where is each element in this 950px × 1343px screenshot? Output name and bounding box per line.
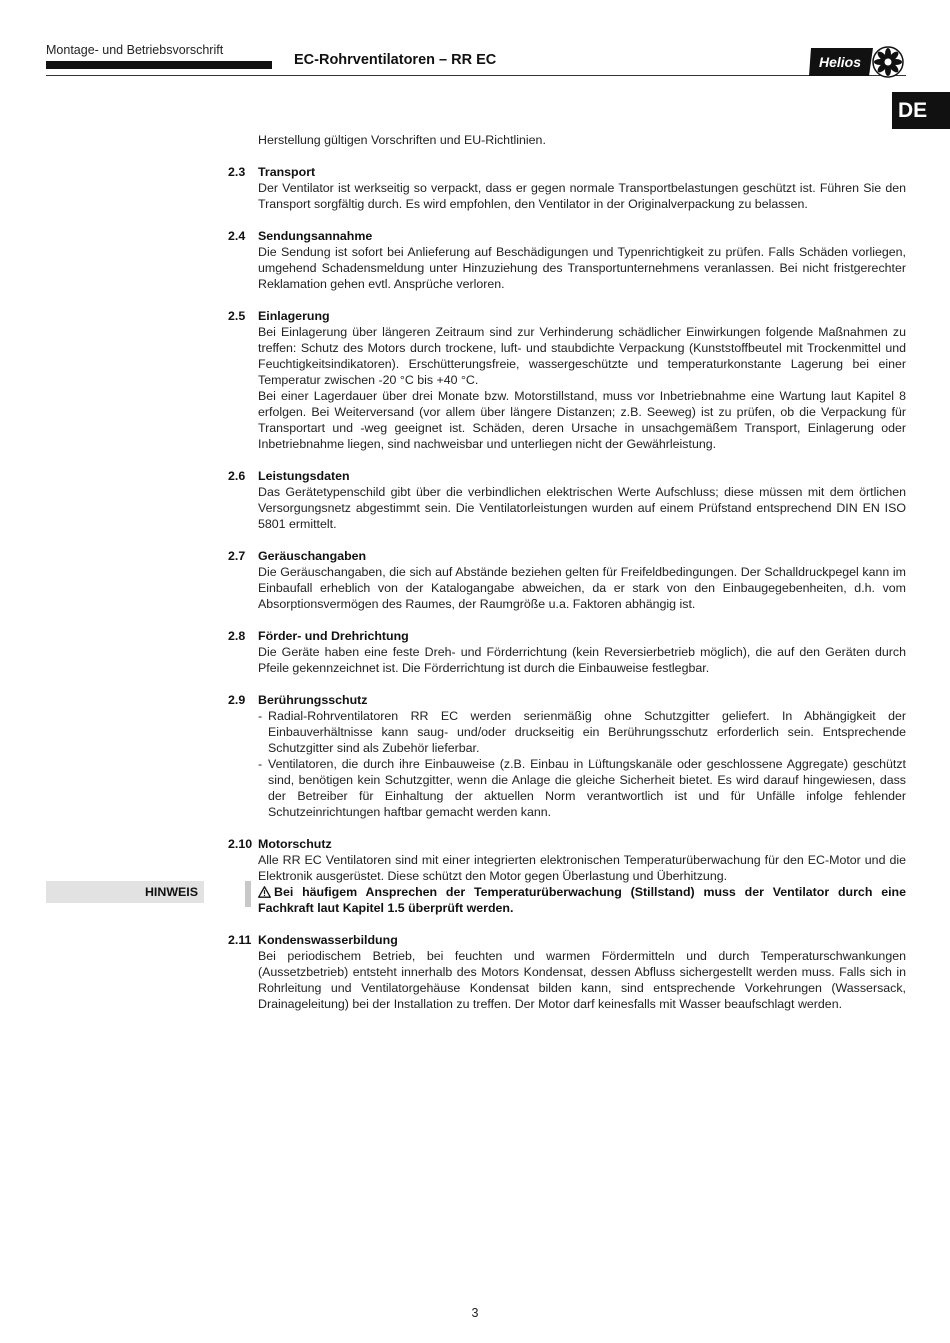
section-number: 2.3	[228, 165, 246, 179]
section-title: Förder- und Drehrichtung	[258, 629, 409, 643]
section-beruehrungsschutz	[228, 692, 906, 820]
language-tab: DE	[892, 92, 950, 129]
page-number: 3	[471, 1306, 479, 1320]
section-number: 2.10	[228, 837, 253, 851]
section-number: 2.7	[228, 549, 246, 563]
document-body	[228, 132, 906, 1012]
hinweis-note	[228, 884, 906, 916]
section-title: Sendungsannahme	[258, 229, 373, 243]
section-heading	[228, 308, 906, 324]
section-text: Die Geräuschangaben, die sich auf Abstände beziehen gelten für Freifeldbedingungen. Der Schalldruckpegel kann im Einbaufall erheblich von der Katalogangabe abweichen, da er stark von den Einbaugegebenheiten, d.h. vom Absorptionsvermögen des Raumes, der Raumgröße u.a. Faktoren abhängig ist.	[258, 565, 906, 611]
section-number: 2.11	[228, 933, 252, 947]
section-heading	[228, 692, 906, 708]
logo-text: Helios	[818, 54, 862, 70]
list-item	[258, 708, 906, 756]
section-title: Transport	[258, 165, 316, 179]
document-type-label: Montage- und Betriebsvorschrift	[46, 43, 224, 57]
section-heading	[228, 836, 906, 852]
section-number: 2.4	[228, 229, 246, 243]
section-title: Einlagerung	[258, 309, 330, 323]
section-geraeuschangaben	[228, 548, 906, 612]
section-number: 2.6	[228, 469, 246, 483]
product-title: EC-Rohrventilatoren – RR EC	[294, 52, 497, 68]
section-heading	[228, 628, 906, 644]
section-title: Leistungsdaten	[258, 469, 350, 483]
section-text: Alle RR EC Ventilatoren sind mit einer integrierten elektronischen Temperaturüberwachung für den EC-Motor und die Elektronik ausgerüstet. Diese schützt den Motor gegen Überlastung und Überhitzung.	[258, 853, 906, 883]
section-text: Bei periodischem Betrieb, bei feuchten und warmen Fördermitteln und durch Temperaturschwankungen (Aussetzbetrieb) entsteht innerhalb des Motors Kondensat, dessen Abfluss sichergestellt werden muss. Falls sich in Rohrleitung und Ventilatorgehäuse Kondensat bilden kann, sind entsprechende Vorkehrungen (Wassersack, Drainageleitung) bei der Installation zu treffen. Der Motor darf keinesfalls mit Wasser beaufschlagt werden.	[258, 949, 906, 1011]
hinweis-label: HINWEIS	[46, 881, 204, 903]
section-text: Der Ventilator ist werkseitig so verpackt, dass er gegen normale Transportbelastungen geschützt ist. Führen Sie den Transport sorgfältig durch. Es wird empfohlen, den Ventilator in der Originalverpackung zu belassen.	[258, 181, 906, 211]
intro-text: Herstellung gültigen Vorschriften und EU-Richtlinien.	[258, 133, 546, 147]
section-foerderrichtung	[228, 628, 906, 676]
list-item	[258, 756, 906, 820]
section-title: Berührungsschutz	[258, 693, 368, 707]
warning-icon	[258, 886, 271, 898]
list-item-text: Ventilatoren, die durch ihre Einbauweise (z.B. Einbau in Lüftungskanäle oder geschlossene Aggregate) geschützt sind, benötigen kein Schutzgitter, wenn die Anlage die gleiche Sicherheit bietet. Es wird darauf hingewiesen, dass der Betreiber für Einhaltung der aktuellen Norm verantwortlich ist und für Unfälle infolge fehlender Schutzeinrichtungen haftbar gemacht werden kann.	[268, 757, 906, 819]
section-number: 2.5	[228, 309, 246, 323]
section-text: Bei einer Lagerdauer über drei Monate bzw. Motorstillstand, muss vor Inbetriebnahme eine Wartung laut Kapitel 8 erfolgen. Bei Weiterversand (vor allem über längere Distanzen; z.B. Seeweg) ist zu prüfen, ob die Verpackung für Transportart und -weg geeignet ist. Schäden, deren Ursache in unsachgemäßem Transport, Einlagerung oder Inbetriebnahme liegen, sind nachweisbar und unterliegen nicht der Gewährleistung.	[258, 389, 906, 451]
list-item-text: Radial-Rohrventilatoren RR EC werden serienmäßig ohne Schutzgitter geliefert. In Abhängigkeit der Einbauverhältnisse kann saug- und/oder druckseitig ein Berührungsschutz erforderlich sein. Entsprechende Schutzgitter sind als Zubehör lieferbar.	[268, 709, 906, 755]
section-title: Motorschutz	[258, 837, 332, 851]
section-text: Das Gerätetypenschild gibt über die verbindlichen elektrischen Werte Aufschluss; diese müssen mit dem örtlichen Versorgungsnetz abgestimmt sein. Die Ventilatorleistungen wurden auf einem Prüfstand entsprechend DIN EN ISO 5801 ermittelt.	[258, 485, 906, 531]
section-heading	[228, 548, 906, 564]
section-kondenswasser	[228, 932, 906, 1012]
section-heading	[228, 228, 906, 244]
header-bar	[46, 61, 272, 69]
section-transport	[228, 164, 906, 212]
section-text: Die Geräte haben eine feste Dreh- und Förderrichtung (kein Reversierbetrieb möglich), die auf den Geräten durch Pfeile gekennzeichnet ist. Die Förderrichtung ist durch die Einbauweise festlegbar.	[258, 645, 906, 675]
bullet-list	[228, 708, 906, 820]
section-number: 2.9	[228, 693, 246, 707]
section-title: Kondenswasserbildung	[258, 933, 398, 947]
section-einlagerung	[228, 308, 906, 452]
section-title: Geräuschangaben	[258, 549, 367, 563]
section-sendungsannahme	[228, 228, 906, 292]
helios-logo	[807, 45, 904, 79]
header-rule	[46, 75, 906, 76]
section-number: 2.8	[228, 629, 246, 643]
section-heading	[228, 468, 906, 484]
section-text: Bei Einlagerung über längeren Zeitraum sind zur Verhinderung schädlicher Einwirkungen folgende Maßnahmen zu treffen: Schutz des Motors durch trockene, luft- und staubdichte Verpackung (Kunststoffbeutel mit Trockenmittel und Feuchtigkeitsindikatoren). Erschütterungsfreie, wassergeschützte und temperaturkonstante Lagerung bei einer Temperatur zwischen -20 °C bis +40 °C.	[258, 325, 906, 387]
hinweis-text: Bei häufigem Ansprechen der Temperaturüberwachung (Stillstand) muss der Ventilator durch eine Fachkraft laut Kapitel 1.5 überprüft werden.	[258, 885, 906, 915]
bullet-dash: -	[258, 757, 263, 771]
note-marker-bar	[245, 881, 251, 907]
section-leistungsdaten	[228, 468, 906, 532]
section-text: Die Sendung ist sofort bei Anlieferung auf Beschädigungen und Typenrichtigkeit zu prüfen. Falls Schäden vorliegen, umgehend Schadensmeldung unter Hinzuziehung des Transportunternehmens veranlassen. Bei nicht fristgerechter Reklamation gehen evtl. Ansprüche verloren.	[258, 245, 906, 291]
section-motorschutz	[228, 836, 906, 916]
section-heading	[228, 932, 906, 948]
bullet-dash: -	[258, 709, 263, 723]
section-heading	[228, 164, 906, 180]
